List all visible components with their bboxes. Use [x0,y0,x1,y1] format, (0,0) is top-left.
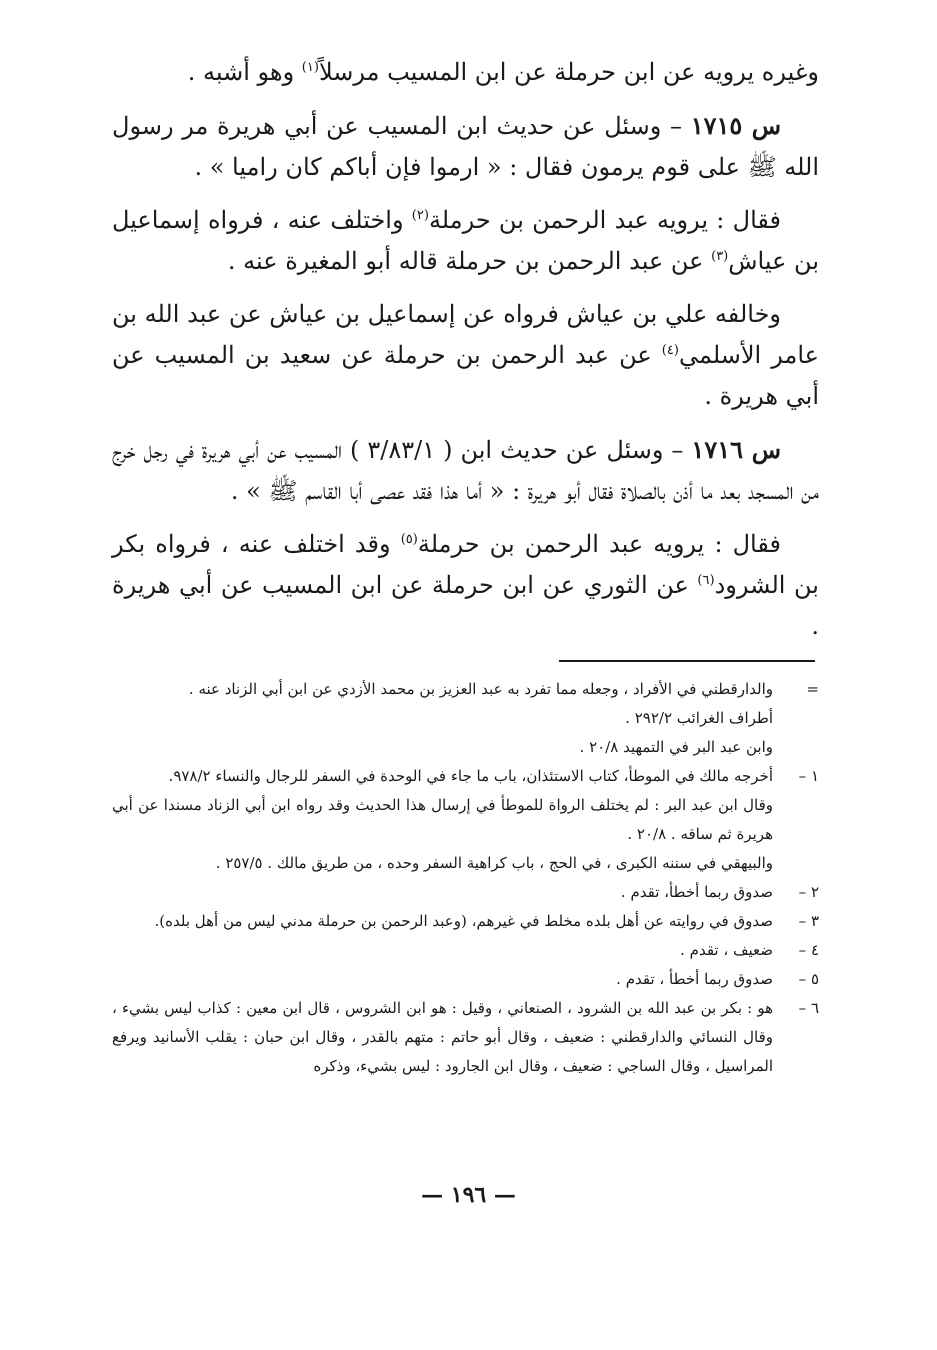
footnote-body [112,907,773,936]
footnote-number: ٣ – [798,912,819,930]
main-text [112,52,819,659]
paragraph-text: وخالفه علي بن عياش فرواه عن إسماعيل بن عياش عن عبد الله بن عامر الأسلمي [112,300,819,369]
footnote-number: ٢ – [798,883,819,901]
footnote-line: أطراف الغرائب ٢٩٢/٢ . [625,709,773,727]
footnote-number: ٤ – [798,941,819,959]
footnote-2 [112,878,819,907]
paragraph-4 [112,294,819,417]
question-number: س ١٧١٥ [690,111,782,140]
footnote-1 [112,762,819,878]
question-text: – وسئل عن حديث ابن ( ٣/٨٣/١ ) المسيب عن أبي هريرة في رجل خرج من المسجد بعد ما أذن بالصلاة فقال أبو هريرة : « أما هذا فقد عصى أبا القاسم ﷺ » . [112,436,819,505]
footnote-6 [112,994,819,1081]
footnote-ref: (٥) [400,532,418,547]
question-text: – وسئل عن حديث ابن المسيب عن أبي هريرة مر رسول الله ﷺ على قوم يرمون فقال : « ارموا فإن أباكم كان راميا » . [112,112,819,181]
question-1716 [112,429,819,512]
answer-1716 [112,524,819,647]
footnote-line: صدوق في روايته عن أهل بلده مخلط في غيرهم، (وعبد الرحمن بن حرملة مدني ليس من أهل بلده). [154,912,773,930]
footnote-separator [559,660,815,662]
footnote-body [112,936,773,965]
paragraph-text: عن الثوري عن ابن حرملة عن ابن المسيب عن أبي هريرة . [112,571,819,640]
footnote-number: ٦ – [798,999,819,1017]
footnote-line: أخرجه مالك في الموطأ، كتاب الاستئذان، باب ما جاء في الوحدة في السفر للرجال والنساء ٩٧٨/٢. [168,767,773,785]
paragraph-text: وقد اختلف عنه ، فرواه بكر بن الشرود [112,530,819,599]
paragraph-text: واختلف عنه ، فرواه إسماعيل بن عياش [112,206,819,275]
paragraph-text: عن عبد الرحمن بن حرملة قاله أبو المغيرة عنه . [227,247,712,275]
answer-1715 [112,200,819,282]
footnote-ref: (٤) [661,343,679,358]
page-number: — ١٩٦ — [421,1182,516,1208]
footnote-line: صدوق ربما أخطأ، تقدم . [620,883,773,901]
footnote-ref: (٢) [411,208,429,223]
footnote-4 [112,936,819,965]
footnote-ref: (٦) [697,573,715,588]
paragraph-text: وغيره يرويه عن ابن حرملة عن ابن المسيب مرسلاً [318,58,819,86]
footnote-line: هو : بكر بن عبد الله بن الشرود ، الصنعاني ، وقيل : هو ابن الشروس ، قال ابن معين : كذاب ليس بشيء ، وقال النسائي والدارقطني : ضعيف ، وقال أبو حاتم : متهم بالقدر ، وقال ابن حبان : يقلب الأسانيد ويرفع المراسيل ، وقال الساجي : ضعيف ، وقال ابن الجارود : ليس بشيء، وذكره [112,999,773,1075]
question-number: س ١٧١٦ [691,435,781,464]
footnote-ref: (١) [301,60,319,75]
footnote-line: وابن عبد البر في التمهيد ٢٠/٨ . [579,738,773,756]
footnote-line: والدارقطني في الأفراد ، وجعله مما تفرد به عبد العزيز بن محمد الأزدي عن ابن أبي الزناد عنه . [188,680,773,698]
footnote-line: وقال ابن عبد البر : لم يختلف الرواة للموطأ في إرسال هذا الحديث وقد رواه ابن أبي الزناد مسندا عن أبي هريرة ثم ساقه . ٢٠/٨ . [112,796,773,843]
footnote-line: ضعيف ، تقدم . [680,941,773,959]
paragraph-text: وهو أشبه . [187,58,302,86]
footnote-body [112,965,773,994]
footnote-body [112,762,773,878]
footnote-line: والبيهقي في سننه الكبرى ، في الحج ، باب كراهية السفر وحده ، من طريق مالك . ٢٥٧/٥ . [215,854,773,872]
footnote-line: صدوق ربما أخطأ ، تقدم . [616,970,773,988]
question-1715 [112,105,819,188]
paragraph-text: فقال : يرويه عبد الرحمن بن حرملة [428,206,781,234]
footnote-ref: (٣) [711,249,729,264]
paragraph-text: فقال : يرويه عبد الرحمن بن حرملة [417,530,781,558]
footnote-body [112,994,773,1081]
footnotes [112,675,819,1081]
paragraph-1 [112,52,819,93]
footnote-continued [112,675,819,762]
footnote-5 [112,965,819,994]
footnote-3 [112,907,819,936]
footnote-number: ٥ – [798,970,819,988]
footnote-body [112,878,773,907]
footnote-number: ١ – [798,767,819,785]
footnote-body [112,675,773,762]
footnote-number: = [806,680,819,698]
paragraph-text: عن عبد الرحمن بن حرملة عن سعيد بن المسيب عن أبي هريرة . [112,341,819,410]
